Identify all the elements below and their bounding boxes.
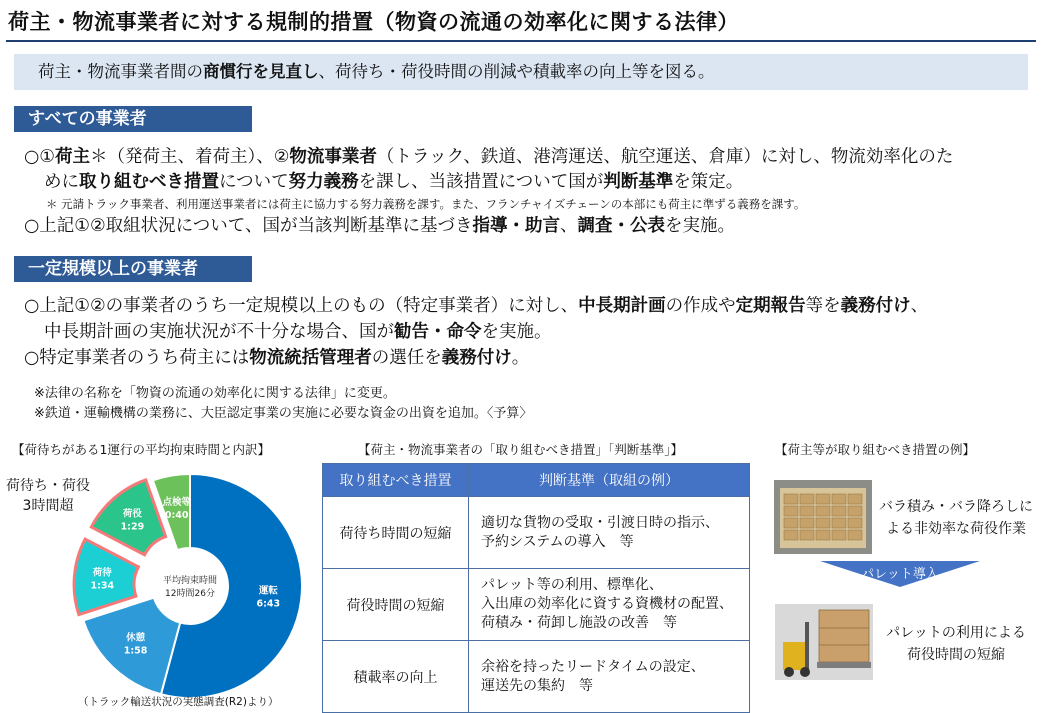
pie-slice-value: 6:43 <box>256 598 281 610</box>
pie-slice-label: 休憩 <box>126 632 146 644</box>
table-cell-criteria: 余裕を持ったリードタイムの設定、 運送先の集約 等 <box>469 641 750 713</box>
center-label-line2: 12時間26分 <box>165 589 215 599</box>
center-label-line1: 平均拘束時間 <box>162 576 218 586</box>
footnote-2: ※鉄道・運輸機構の業務に、大臣認定事業の実施に必要な資金の出資を追加。〈予算〉 <box>34 406 533 421</box>
measures-table <box>322 463 750 713</box>
pie-slice-value: 1:58 <box>123 645 148 657</box>
section-heading-large: 一定規模以上の事業者 <box>14 256 252 282</box>
section2-paragraph2: ○特定事業者のうち荷主には物流統括管理者の選任を義務付け。 <box>24 348 530 368</box>
pie-slice-label: 荷役 <box>122 508 142 520</box>
table-row <box>323 641 750 713</box>
pie-slice-value: 1:34 <box>90 580 115 592</box>
footnote-1: ※法律の名称を「物資の流通の効率化に関する法律」に変更。 <box>34 386 396 401</box>
summary-post: 、荷待ち・荷役時間の削減や積載率の向上等を図る。 <box>318 62 715 81</box>
example-after-text: パレットの利用による 荷役時間の短縮 <box>886 625 1026 663</box>
section2-paragraph1-line1: ○上記①②の事業者のうち一定規模以上のもの（特定事業者）に対し、中長期計画の作成や定期報告等を義務付け、 <box>24 296 929 316</box>
pie-slice-label: 運転 <box>258 585 278 597</box>
section1-paragraph1-line1: ○①荷主＊（発荷主、着荷主）、②物流事業者（トラック、鉄道、港湾運送、航空運送、倉庫）に対し、物流効率化のた <box>24 147 954 167</box>
summary-pre: 荷主・物流事業者間の <box>38 62 203 81</box>
table-header-row <box>323 464 750 497</box>
table-cell-criteria: 適切な貨物の受取・引渡日時の指示、 予約システムの導入 等 <box>469 497 750 569</box>
example-caption: 【荷主等が取り組むべき措置の例】 <box>775 442 976 457</box>
summary-bold: 商慣行を見直し <box>203 62 319 81</box>
table-cell-measure: 荷待ち時間の短縮 <box>323 497 469 569</box>
photo-pallet-loading <box>775 604 873 680</box>
table-row <box>323 569 750 641</box>
arrow-label: パレット導入 <box>861 567 939 582</box>
section1-paragraph1-line2: めに取り組むべき措置について努力義務を課し、当該措置について国が判断基準を策定。 <box>44 172 744 192</box>
summary-banner <box>14 54 1028 90</box>
page-title: 荷主・物流事業者に対する規制的措置（物資の流通の効率化に関する法律） <box>8 10 739 34</box>
chart-caption: 【荷待ちがある1運行の平均拘束時間と内訳】 <box>12 442 270 457</box>
photo-loose-loading-image <box>774 480 872 554</box>
table-caption: 【荷主・物流事業者の「取り組むべき措置」「判断基準」】 <box>358 442 684 457</box>
chart-source: （トラック輸送状況の実態調査(R2)より） <box>78 696 279 708</box>
example-before-text: バラ積み・バラ降ろしに よる非効率な荷役作業 <box>879 499 1033 537</box>
photo-pallet-loading-image <box>775 604 873 680</box>
section2-paragraph1-line2: 中長期計画の実施状況が不十分な場合、国が勧告・命令を実施。 <box>44 322 552 342</box>
pie-center-hole <box>152 548 228 624</box>
table-header-measure: 取り組むべき措置 <box>323 464 469 497</box>
table-row <box>323 497 750 569</box>
chart-callout: 荷待ち・荷役 3時間超 <box>6 478 90 514</box>
section-heading-all: すべての事業者 <box>14 106 252 132</box>
table-header-criteria: 判断基準（取組の例） <box>469 464 750 497</box>
section1-paragraph2: ○上記①②取組状況について、国が当該判断基準に基づき指導・助言、調査・公表を実施。 <box>24 216 735 236</box>
table-cell-measure: 積載率の向上 <box>323 641 469 713</box>
pie-slice-label: 点検等 <box>162 497 191 509</box>
photo-loose-loading <box>774 480 872 554</box>
section1-note: ＊ 元請トラック事業者、利用運送事業者には荷主に協力する努力義務を課す。また、フランチャイズチェーンの本部にも荷主に準ずる義務を課す。 <box>46 197 806 211</box>
pie-chart <box>40 462 320 710</box>
table-cell-criteria: パレット等の利用、標準化、 入出庫の効率化に資する資機材の配置、 荷積み・荷卸し施設の改善 等 <box>469 569 750 641</box>
pie-slice-label: 荷待 <box>92 567 112 579</box>
table-cell-measure: 荷役時間の短縮 <box>323 569 469 641</box>
pie-slice-value: 0:40 <box>164 510 189 522</box>
pie-slice-value: 1:29 <box>120 521 145 533</box>
title-divider <box>6 40 1036 42</box>
